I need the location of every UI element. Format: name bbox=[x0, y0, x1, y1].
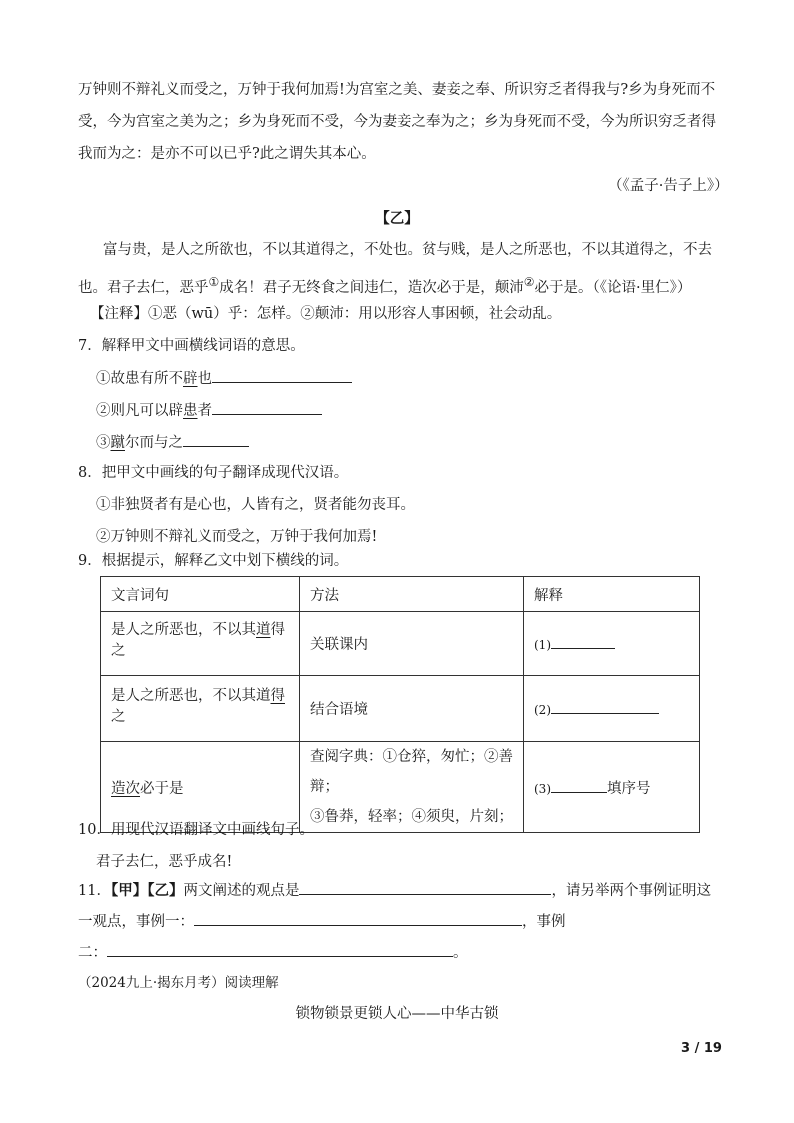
phrase-text: 是人之所恶也，不以其 bbox=[111, 622, 256, 638]
q9-stem: 9．根据提示，解释乙文中划下横线的词。 bbox=[78, 553, 349, 569]
passage-yi-heading: 【乙】 bbox=[375, 210, 419, 227]
phrase-underlined-word: 造次 bbox=[111, 780, 140, 797]
page-number: 3 / 19 bbox=[681, 1041, 722, 1056]
table-cell-method: 结合语境 bbox=[300, 676, 524, 742]
q11-line-1 bbox=[78, 880, 711, 901]
q11-line-2 bbox=[78, 911, 566, 932]
q7-item-2-text-end: 者 bbox=[197, 403, 212, 419]
q7-answer-blank-1[interactable] bbox=[212, 368, 352, 383]
notes-text: ①恶（wū）乎：怎样。②颠沛：用以形容人事困顿，社会动乱。 bbox=[148, 306, 562, 322]
q7-item-3-text: 尔而与之 bbox=[125, 435, 183, 451]
passage-yi-notes bbox=[90, 304, 561, 324]
q11-text: 。 bbox=[453, 945, 468, 961]
q7-item-2-word: 患 bbox=[183, 403, 198, 419]
table-cell-method: 关联课内 bbox=[300, 612, 524, 676]
next-section-source: （2024九上·揭东月考）阅读理解 bbox=[78, 975, 279, 991]
passage-yi-line-2 bbox=[78, 272, 691, 298]
phrase-text-end: 必于是 bbox=[140, 780, 184, 797]
table-row bbox=[101, 742, 700, 833]
q11-answer-blank-viewpoint[interactable] bbox=[299, 880, 551, 895]
table-cell-answer bbox=[524, 676, 700, 742]
q7-answer-blank-2[interactable] bbox=[212, 400, 322, 415]
q11-line-3 bbox=[78, 942, 468, 963]
q7-item-1-text-end: 也 bbox=[197, 371, 212, 387]
q9-table bbox=[100, 576, 700, 833]
q11-tags: 【甲】【乙】 bbox=[110, 882, 184, 899]
passage-jia-line-2: 受，今为宫室之美为之；乡为身死而不受，今为妻妾之奉为之；乡为身死而不受，今为所识穷乏者得 bbox=[78, 114, 716, 130]
phrase-underlined-word: 道 bbox=[256, 622, 271, 638]
passage-yi-line-1: 富与贵，是人之所欲也，不以其道得之，不处也。贫与贱，是人之所恶也，不以其道得之，不去 bbox=[103, 242, 712, 258]
passage-yi-line-2-a: 也。君子去仁，恶乎 bbox=[78, 279, 209, 296]
table-cell-answer bbox=[524, 742, 700, 833]
table-cell-phrase bbox=[101, 742, 300, 833]
q11-text: 两文阐述的观点是 bbox=[183, 883, 300, 899]
q7-item-3-marker: ③ bbox=[96, 435, 111, 451]
q11-text: 一观点，事例一： bbox=[78, 914, 194, 930]
q7-item-1-text: ①故患有所不 bbox=[96, 371, 183, 387]
q7-item-3 bbox=[96, 432, 249, 453]
q11-text: ，事例 bbox=[522, 914, 566, 930]
q10-stem: 10．用现代汉语翻译文中画线句子。 bbox=[78, 822, 314, 838]
q10-sentence: 君子去仁，恶乎成名! bbox=[96, 854, 233, 870]
table-cell-phrase bbox=[101, 676, 300, 742]
phrase-text: 是人之所恶也，不以其道 bbox=[111, 688, 271, 704]
answer-number: (1) bbox=[534, 638, 551, 652]
q8-sentence-2: ②万钟则不辩礼义而受之，万钟于我何加焉! bbox=[96, 529, 378, 545]
table-cell-phrase bbox=[101, 612, 300, 676]
table-cell-answer bbox=[524, 612, 700, 676]
table-header-explanation: 解释 bbox=[524, 577, 700, 612]
phrase-text-end: 得之 bbox=[111, 622, 285, 659]
answer-number: (2) bbox=[534, 703, 551, 717]
q8-sentence-1: ①非独贤者有是心也，人皆有之，贤者能勿丧耳。 bbox=[96, 497, 415, 513]
q11-answer-blank-example-2[interactable] bbox=[107, 942, 453, 957]
table-header-phrase: 文言词句 bbox=[101, 577, 300, 612]
q11-answer-blank-example-1[interactable] bbox=[194, 911, 522, 926]
q9-answer-blank-3[interactable] bbox=[551, 778, 607, 793]
q9-answer-blank-2[interactable] bbox=[551, 699, 659, 714]
q7-item-2 bbox=[96, 400, 322, 421]
notes-label: 【注释】 bbox=[90, 306, 148, 322]
q7-item-3-word: 蹴 bbox=[110, 435, 125, 451]
passage-jia-line-1: 万钟则不辩礼义而受之，万钟于我何加焉!为宫室之美、妻妾之奉、所识穷乏者得我与?乡为身死而不 bbox=[78, 82, 716, 98]
q7-answer-blank-3[interactable] bbox=[183, 432, 249, 447]
table-header-method: 方法 bbox=[300, 577, 524, 612]
passage-jia-source: （《孟子·告子上》） bbox=[608, 178, 729, 194]
method-line-1: 查阅字典：①仓猝，匆忙；②善辩； bbox=[310, 749, 513, 795]
passage-yi-line-2-b: 成名！君子无终食之间违仁，造次必于是，颠沛 bbox=[219, 279, 524, 296]
passage-yi-line-2-c: 必于是。（《论语·里仁》） bbox=[534, 279, 692, 296]
q8-stem: 8．把甲文中画线的句子翻译成现代汉语。 bbox=[78, 465, 349, 481]
table-row bbox=[101, 676, 700, 742]
footnote-mark-2: ② bbox=[523, 275, 535, 289]
q7-item-1-word: 辟 bbox=[183, 371, 198, 387]
table-header-row bbox=[101, 577, 700, 612]
q7-item-2-text: ②则凡可以辟 bbox=[96, 403, 183, 419]
q7-stem: 7．解释甲文中画横线词语的意思。 bbox=[78, 338, 305, 354]
table-row bbox=[101, 612, 700, 676]
answer-suffix: 填序号 bbox=[607, 780, 651, 797]
q11-text: ，请另举两个事例证明这 bbox=[551, 883, 711, 899]
footnote-mark-1: ① bbox=[208, 275, 220, 289]
next-section-title: 锁物锁景更锁人心——中华古锁 bbox=[295, 1006, 499, 1022]
method-line-2: ③鲁莽，轻率；④须臾，片刻； bbox=[310, 809, 513, 825]
phrase-text-end: 之 bbox=[111, 709, 126, 725]
passage-jia-line-3: 我而为之：是亦不可以已乎?此之谓失其本心。 bbox=[78, 146, 376, 162]
phrase-underlined-word: 得 bbox=[270, 688, 285, 704]
q11-text: 二： bbox=[78, 945, 107, 961]
answer-number: (3) bbox=[534, 781, 551, 796]
q7-item-1 bbox=[96, 368, 352, 389]
table-cell-method bbox=[300, 742, 524, 833]
q9-answer-blank-1[interactable] bbox=[551, 634, 615, 649]
q11-number: 11． bbox=[78, 883, 111, 899]
